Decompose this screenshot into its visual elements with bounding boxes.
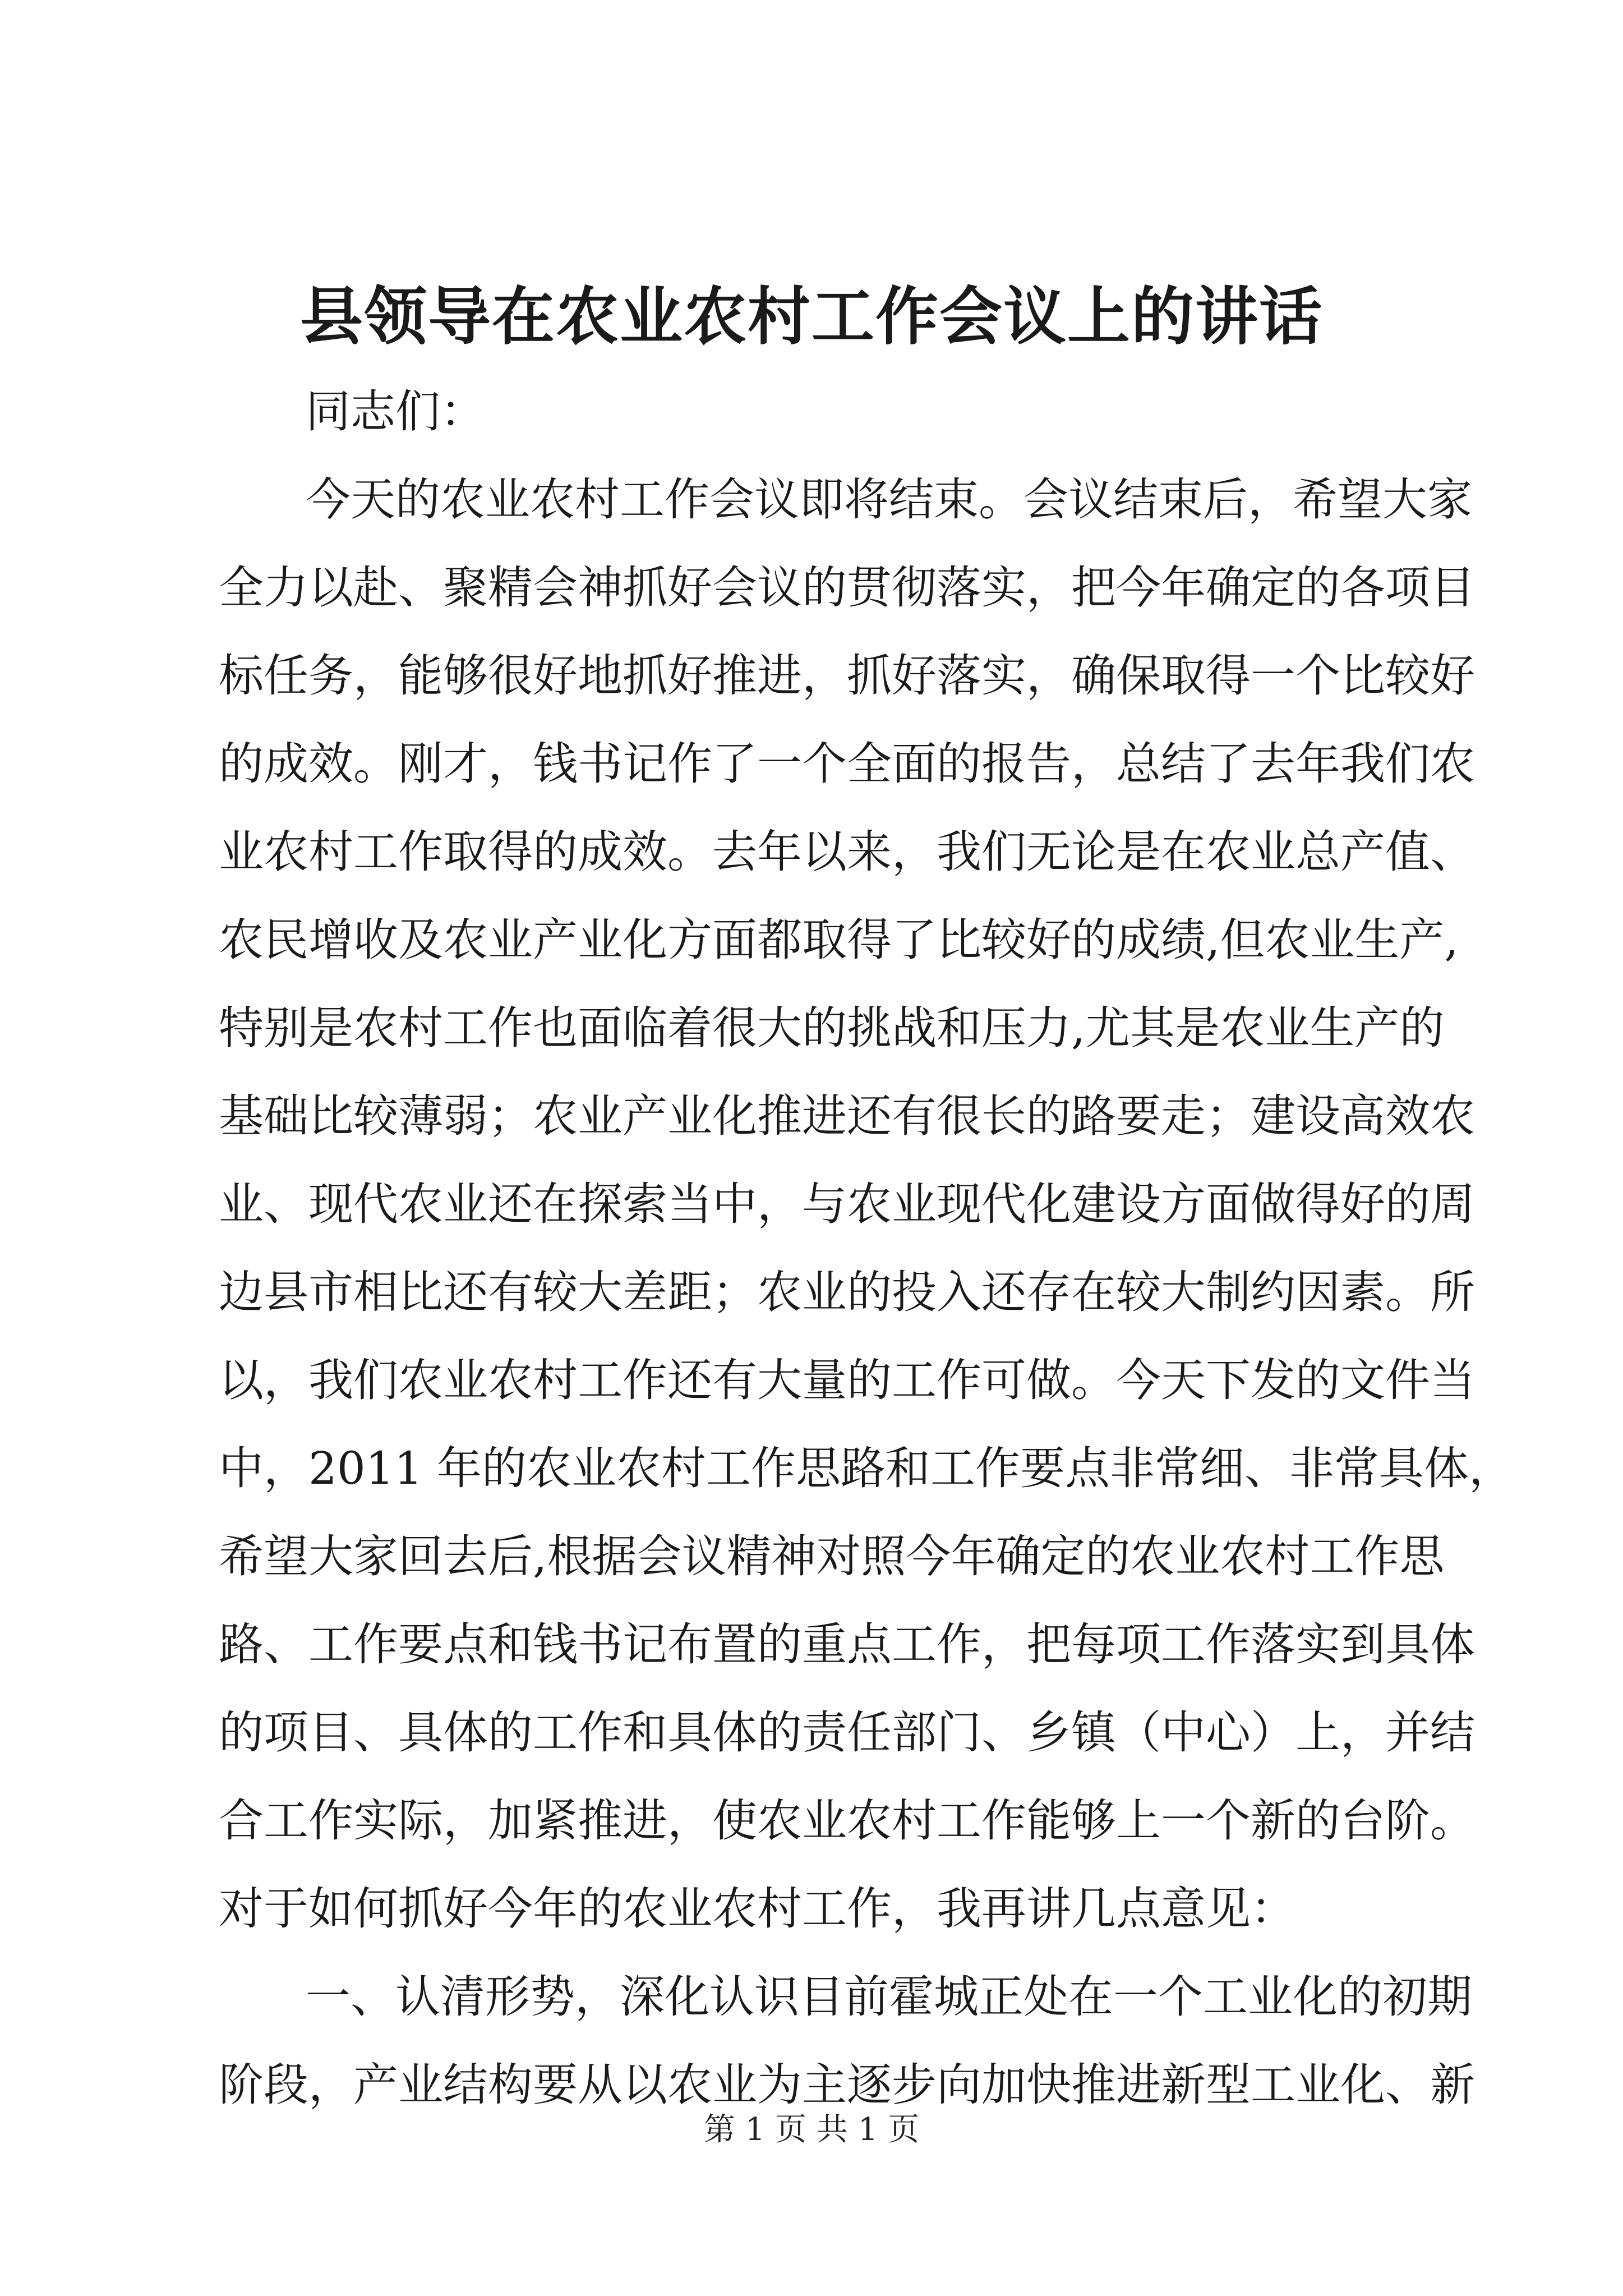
paragraph-line: 特别是农村工作也面临着很大的挑战和压力,尤其是农业生产的 (219, 1002, 1445, 1054)
paragraph-line: 今天的农业农村工作会议即将结束。会议结束后，希望大家 (306, 473, 1472, 526)
paragraph-line: 以，我们农业农村工作还有大量的工作可做。今天下发的文件当 (219, 1354, 1475, 1406)
paragraph-line: 基础比较薄弱；农业产业化推进还有很长的路要走；建设高效农 (219, 1090, 1475, 1142)
paragraph-line: 对于如何抓好今年的农业农村工作，我再讲几点意见： (219, 1883, 1295, 1935)
salutation-line: 同志们： (306, 385, 485, 438)
paragraph-line: 中，2011 年的农业农村工作思路和工作要点非常细、非常具体， (219, 1442, 1514, 1494)
paragraph-line: 业、现代农业还在探索当中，与农业现代化建设方面做得好的周 (219, 1178, 1475, 1230)
paragraph-line: 希望大家回去后,根据会议精神对照今年确定的农业农村工作思 (219, 1530, 1445, 1582)
paragraph-line: 标任务，能够很好地抓好推进，抓好落实，确保取得一个比较好 (219, 650, 1475, 702)
paragraph-line: 合工作实际，加紧推进，使农业农村工作能够上一个新的台阶。 (219, 1795, 1475, 1847)
paragraph-line: 的项目、具体的工作和具体的责任部门、乡镇（中心）上，并结 (219, 1706, 1475, 1759)
section-heading-line: 一、认清形势，深化认识目前霍城正处在一个工业化的初期 (306, 1971, 1472, 2023)
page-footer: 第 1 页 共 1 页 (703, 2111, 920, 2148)
paragraph-line: 全力以赴、聚精会神抓好会议的贯彻落实，把今年确定的各项目 (219, 562, 1475, 614)
paragraph-line: 的成效。刚才，钱书记作了一个全面的报告，总结了去年我们农 (219, 738, 1475, 790)
paragraph-line: 阶段，产业结构要从以农业为主逐步向加快推进新型工业化、新 (219, 2059, 1475, 2111)
document-title: 县领导在农业农村工作会议上的讲话 (300, 280, 1323, 353)
paragraph-line: 边县市相比还有较大差距；农业的投入还存在较大制约因素。所 (219, 1266, 1475, 1318)
document-body (219, 367, 1514, 2129)
paragraph-line: 农民增收及农业产业化方面都取得了比较好的成绩,但农业生产, (219, 914, 1459, 966)
paragraph-line: 业农村工作取得的成效。去年以来，我们无论是在农业总产值、 (219, 826, 1475, 878)
paragraph-line: 路、工作要点和钱书记布置的重点工作，把每项工作落实到具体 (219, 1618, 1475, 1671)
